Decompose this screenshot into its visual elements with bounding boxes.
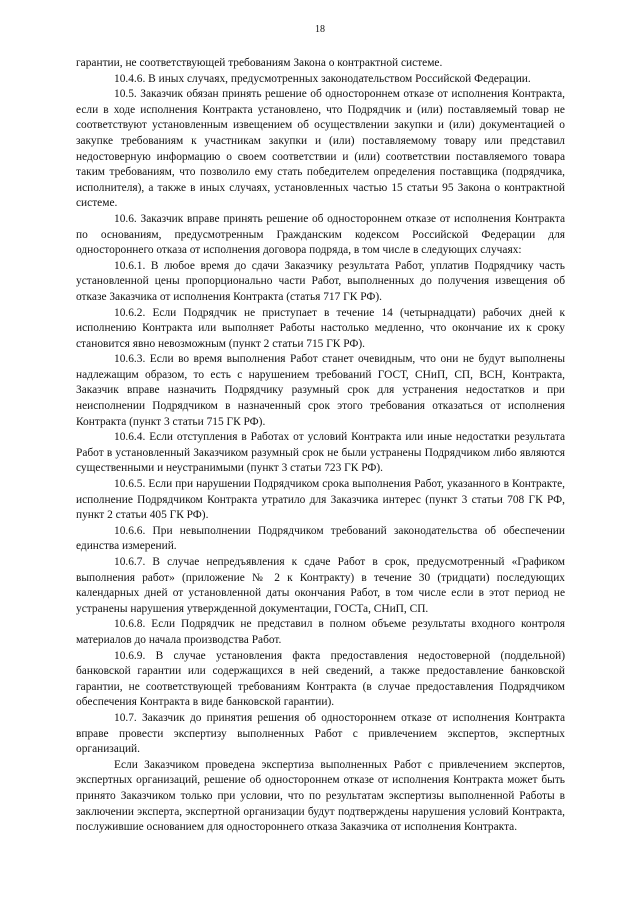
paragraph: 10.6.3. Если во время выполнения Работ станет очевидным, что они не будут выполнены надлежащим образом, то есть с нарушением требований ГОСТ, СНиП, СП, ВСН, Контракта, Заказчик вправе назначить Подрядчику разумный срок для устранения недостатков и при неисполнении Подрядчиком в назначенный срок этого требования отказаться от исполнения Контракта (пункт 3 статьи 715 ГК РФ). [76, 353, 565, 428]
paragraph: 10.6.6. При невыполнении Подрядчиком требований законодательства об обеспечении единства измерений. [76, 524, 565, 553]
paragraph: 10.4.6. В иных случаях, предусмотренных законодательством Российской Федерации. [114, 72, 531, 85]
paragraph: 10.6.9. В случае установления факта предоставления недостоверной (поддельной) банковской гарантии или содержащихся в ней сведений, а также предоставление банковской гарантии, не соответствующей требованиям Контракта (в случае предоставления Подрядчиком обеспечения Контракта в виде банковской гарантии). [76, 649, 565, 709]
paragraph: 10.7. Заказчик до принятия решения об одностороннем отказе от исполнения Контракта вправе провести экспертизу выполненных Работ с привлечением экспертов, экспертных организаций. [76, 711, 565, 756]
page-number: 18 [315, 24, 325, 35]
paragraph: 10.6.2. Если Подрядчик не приступает в течение 14 (четырнадцати) рабочих дней к исполнению Контракта или выполняет Работы настолько медленно, что окончание их к сроку становится явно невозможным (пункт 2 статьи 715 ГК РФ). [76, 306, 565, 350]
paragraph: 10.6.1. В любое время до сдачи Заказчику результата Работ, уплатив Подрядчику часть установленной цены пропорционально части Работ, выполненных до получения извещения об отказе Заказчика от исполнения Контракта (статья 717 ГК РФ). [76, 259, 565, 303]
paragraph: гарантии, не соответствующей требованиям Закона о контрактной системе. [76, 57, 443, 69]
paragraph: 10.6.5. Если при нарушении Подрядчиком срока выполнения Работ, указанного в Контракте, исполнение Подрядчиком Контракта утратило для Заказчика интерес (пункт 3 статьи 708 ГК РФ, пункт 2 статьи 405 ГК РФ). [76, 478, 565, 522]
paragraph: 10.6.8. Если Подрядчик не представил в полном объеме результаты входного контроля материалов до начала производства Работ. [76, 618, 565, 646]
paragraph: Если Заказчиком проведена экспертиза выполненных Работ с привлечением экспертов, экспертных организаций, решение об одностороннем отказе от исполнения Контракта может быть принято Заказчиком только при условии, что по результатам экспертизы выполненной Работы в заключении эксперта, экспертной организации будут подтверждены нарушения условий Контракта, послужившие основанием для одностороннего отказа Заказчика от исполнения Контракта. [76, 758, 565, 834]
paragraph: 10.6.4. Если отступления в Работах от условий Контракта или иные недостатки результата Работ в установленный Заказчиком разумный срок не были устранены Подрядчиком либо являются существенными и неустранимыми (пункт 3 статьи 723 ГК РФ). [76, 431, 565, 475]
paragraph: 10.5. Заказчик обязан принять решение об одностороннем отказе от исполнения Контракта, если в ходе исполнения Контракта установлено, что Подрядчик и (или) поставляемый товар не соответствуют установленным извещением об осуществлении закупки и (или) документацией о закупке требованиям к участникам закупки и (или) поставляемому товару или представил недостоверную информацию о своем соответствии и (или) соответствии поставляемого товара таким требованиям, что позволило ему стать победителем определения поставщика (подрядчика, исполнителя), а также в иных случаях, установленных частью 15 статьи 95 Закона о контрактной системе. [76, 88, 565, 210]
document-body [76, 56, 565, 836]
paragraph: 10.6. Заказчик вправе принять решение об одностороннем отказе от исполнения Контракта по основаниям, предусмотренным Гражданским кодексом Российской Федерации для одностороннего отказа от исполнения договора подряда, в том числе в следующих случаях: [76, 212, 565, 257]
paragraph: 10.6.7. В случае непредъявления к сдаче Работ в срок, предусмотренный «Графиком выполнения работ» (приложение № 2 к Контракту) в течение 30 (тридцати) последующих календарных дней от установленной даты окончания Работ, в том числе если в этот период не устранены нарушения утвержденной документации, ГОСТа, СНиП, СП. [76, 556, 565, 615]
